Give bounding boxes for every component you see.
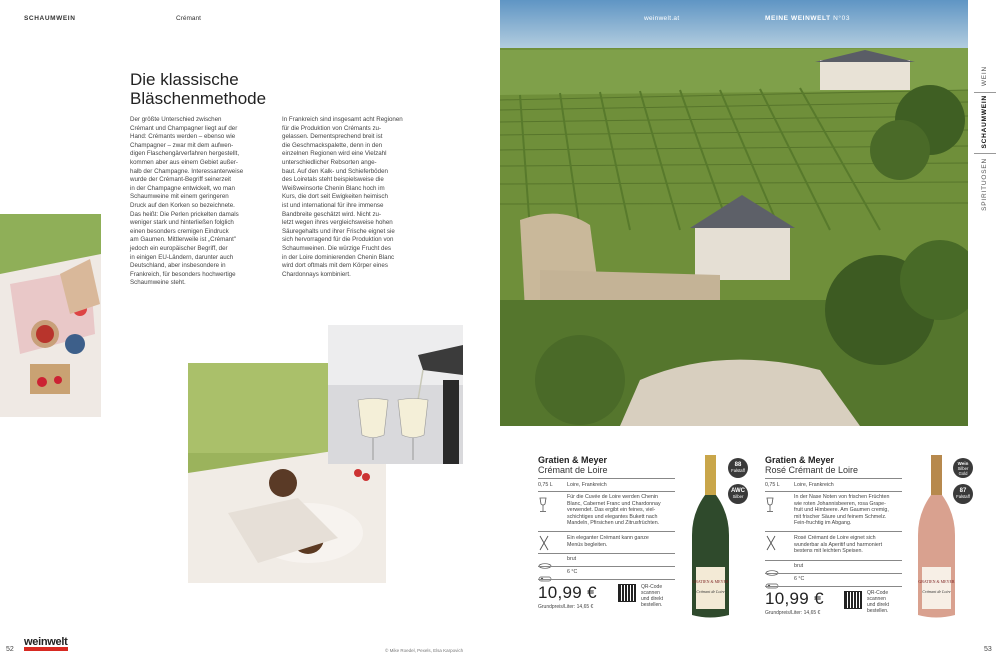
product-2-temperature: 6 °C xyxy=(794,576,805,582)
product-1-bottle xyxy=(688,455,733,620)
product-1-rule-6 xyxy=(538,579,675,580)
product-1-badge-2-value: AWC xyxy=(731,488,745,494)
title-line-1: Die klassische xyxy=(130,70,239,89)
tab-divider-2 xyxy=(974,153,996,154)
logo-text: weinwelt xyxy=(24,636,68,648)
product-1-rule-2 xyxy=(538,491,675,492)
photo-credit: © Mike Roedel, Pexels, Elsa Karpovich xyxy=(385,648,464,653)
product-1-rule-3 xyxy=(538,531,675,532)
product-1-qr-code[interactable] xyxy=(618,584,636,602)
product-2-qr-text: QR-Code scannen und direkt bestellen. xyxy=(867,590,889,614)
tab-spirituosen[interactable]: SPIRITUOSEN xyxy=(981,158,988,211)
champagne-pour-photo xyxy=(328,325,463,464)
product-2-name: Rosé Crémant de Loire xyxy=(765,465,859,475)
product-1-badge-1-label: Falstaff xyxy=(731,468,745,473)
product-1-volume: 0,75 L xyxy=(538,482,553,488)
product-1-badge-2-label: Silber xyxy=(732,494,744,499)
product-1-qr-text: QR-Code scannen und direkt bestellen. xyxy=(641,584,663,608)
product-2-bottle xyxy=(914,455,959,620)
product-1-badge-1 xyxy=(728,458,748,478)
product-1-name: Crémant de Loire xyxy=(538,465,608,475)
product-1-badge-2 xyxy=(728,484,748,504)
glass-icon xyxy=(765,497,775,518)
product-1-brand: Gratien & Meyer xyxy=(538,455,608,465)
product-2-badge-2-value: 87 xyxy=(959,488,967,494)
tab-schaumwein[interactable]: SCHAUMWEIN xyxy=(981,95,988,149)
product-2-qr-code[interactable] xyxy=(844,591,862,609)
tab-divider-1 xyxy=(974,92,996,93)
product-2-badge-1-value: Wein xyxy=(957,460,969,466)
product-2-origin: Loire, Frankreich xyxy=(794,482,834,488)
product-1-bottle-label: Crémant de Loire xyxy=(696,589,725,594)
article-column-2: In Frankreich sind insgesamt acht Regionen für die Produktion von Crémants zu- gelassen. Dementsprechend breit ist die Geschmackspalette, denn in den einzelnen Regionen wird eine Vielzahl unterschiedlicher Rebsorten ange- baut. Auf den Kalk- und Schieferböden des Loiretals steht beispielsweise die Weißweinsorte Chenin Blanc hoch im Kurs, die dort seit Ewigkeiten heimisch ist und international für ihre immense Bandbreite geschätzt wird. Nicht zu- letzt wegen ihres vergleichsweise hohen Säuregehalts und ihrer Frische eignet sie sich hervorragend für die Produktion von Schaumweinen. Die würzige Frucht des in der Loire dominierenden Chenin Blanc wird dort oftmals mit dem Körper eines Chardonnays kombiniert. xyxy=(282,116,403,278)
product-1-origin: Loire, Frankreich xyxy=(567,482,607,488)
product-2-badge-1-label: Silber Gold xyxy=(957,465,969,476)
page-number-right: 53 xyxy=(984,646,992,653)
product-1-badge-1-value: 88 xyxy=(734,462,742,468)
product-1-temperature: 6 °C xyxy=(567,569,578,575)
topic-label: Crémant xyxy=(176,15,201,22)
product-1-pairing: Ein eleganter Crémant kann ganze Menüs begleiten. xyxy=(567,535,649,548)
magazine-name: MEINE WEINWELT xyxy=(765,15,831,22)
product-2-pairing: Rosé Crémant de Loire eignet sich wunderbar als Aperitif und harmoniert bestens mit leichten Speisen. xyxy=(794,535,883,555)
product-2-brand: Gratien & Meyer xyxy=(765,455,835,465)
product-2-badge-2 xyxy=(953,484,973,504)
vineyard-photo xyxy=(500,0,968,426)
svg-text:GRATIEN & MEYER: GRATIEN & MEYER xyxy=(918,579,955,584)
product-2-rule-1 xyxy=(765,478,902,479)
product-2-rule-6 xyxy=(765,586,902,587)
page-number-left: 52 xyxy=(6,646,14,653)
product-2-rule-4 xyxy=(765,560,902,561)
product-1-rule-4 xyxy=(538,553,675,554)
product-2-price: 10,99 € xyxy=(765,589,824,608)
glass-icon xyxy=(538,497,548,516)
svg-text:GRATIEN & MEYER: GRATIEN & MEYER xyxy=(692,579,729,584)
product-2-rule-2 xyxy=(765,491,902,492)
product-2-badge-1 xyxy=(953,458,973,478)
magazine-label xyxy=(765,15,850,22)
product-2-bottle-label: Crémant de Loire xyxy=(922,589,951,594)
article-title xyxy=(130,70,266,108)
cutlery-icon xyxy=(765,535,777,556)
product-1-description: Für die Cuvée de Loire werden Chenin Blanc, Cabernet Franc und Chardonnay verwendet. Das ergibt ein feines, viel- schichtiges und elegantes Bukett nach Mandeln, Pfirsichen und Zitrusfrüchten. xyxy=(567,494,661,527)
tab-wein[interactable]: WEIN xyxy=(981,66,988,87)
picnic-photo xyxy=(0,214,101,417)
product-2-badge-2-label: Falstaff xyxy=(956,494,970,499)
product-2-unit-price: Grundpreis/Liter: 14,65 € xyxy=(765,610,821,616)
product-2-taste: brut xyxy=(794,563,804,569)
weinwelt-logo xyxy=(24,636,68,651)
article-column-1: Der größte Unterschied zwischen Crémant und Champagner liegt auf der Hand: Crémants werden – ebenso wie Champagner – zwar mit dem aufwen- digen Flaschengärverfahren hergestellt, kommen aber aus einem Gebiet außer- halb der Champagne. Interessanterweise wurde der Crémant-Begriff seinerzeit in der Champagne entwickelt, wo man Schaumweine mit einem geringeren Druck auf den Korken so bezeichnete. Das heißt: Die Perlen prickelten damals weniger stark und hinterließen folglich einen besonders cremigen Eindruck am Gaumen. Mittlerweile ist „Crémant" jedoch ein europäischer Begriff, der in einigen EU-Ländern, darunter auch Deutschland, aber insbesondere in Frankreich, für besonders hochwertige Schaumweine steht. xyxy=(130,116,244,287)
product-1-price: 10,99 € xyxy=(538,583,597,602)
product-2-volume: 0,75 L xyxy=(765,482,780,488)
section-label: SCHAUMWEIN xyxy=(24,15,76,22)
product-1-taste: brut xyxy=(567,556,577,562)
product-2-description: In der Nase Noten von frischen Früchten wie roten Johannisbeeren, rosa Grape- fruit und Himbeere. Am Gaumen cremig, mit frischer Säure und feinem Schmelz. Fein-fruchtig im Abgang. xyxy=(794,494,890,527)
product-1-rule-1 xyxy=(538,478,675,479)
site-url: weinwelt.at xyxy=(644,15,680,22)
product-1-rule-5 xyxy=(538,566,675,567)
product-2-rule-5 xyxy=(765,573,902,574)
issue-number: N°03 xyxy=(833,15,851,22)
product-1-unit-price: Grundpreis/Liter: 14,65 € xyxy=(538,604,594,610)
product-2-rule-3 xyxy=(765,531,902,532)
title-line-2: Bläschenmethode xyxy=(130,89,267,108)
